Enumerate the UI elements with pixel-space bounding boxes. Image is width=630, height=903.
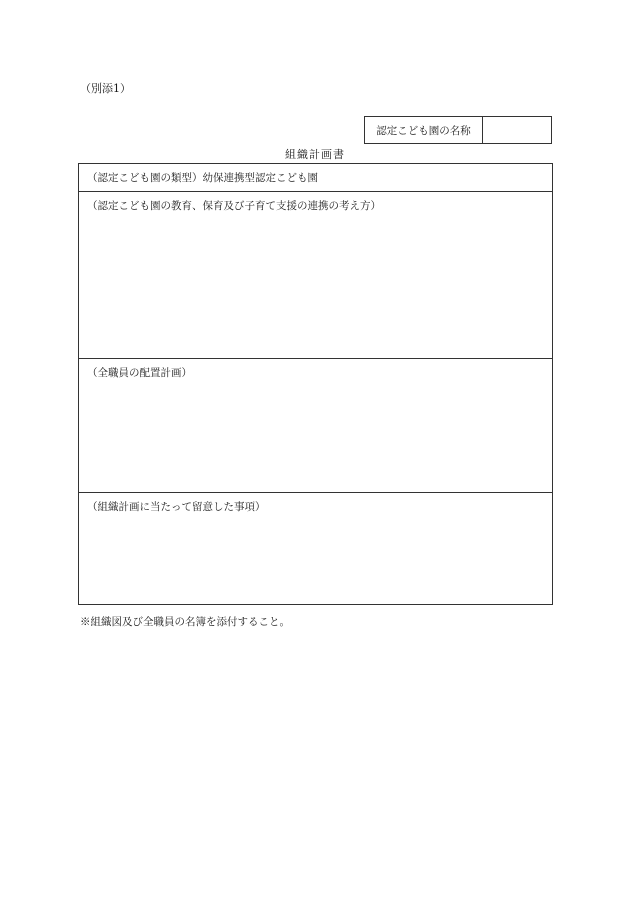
attachment-label: （別添1） <box>80 82 131 95</box>
facility-name-box <box>364 116 552 144</box>
facility-type-text: （認定こども園の類型）幼保連携型認定こども園 <box>87 172 318 184</box>
organization-plan-table <box>78 163 553 605</box>
policy-section[interactable] <box>79 192 552 359</box>
staffing-plan-section[interactable] <box>79 359 552 493</box>
facility-name-label: 認定こども園の名称 <box>365 117 483 143</box>
footnote: ※組織図及び全職員の名簿を添付すること。 <box>80 616 290 628</box>
considerations-heading: （組織計画に当たって留意した事項） <box>87 501 266 513</box>
considerations-section[interactable] <box>79 493 552 604</box>
document-title: 組織計画書 <box>285 148 345 161</box>
staffing-plan-heading: （全職員の配置計画） <box>87 367 192 379</box>
facility-name-field[interactable] <box>483 117 551 143</box>
policy-heading: （認定こども園の教育、保育及び子育て支援の連携の考え方） <box>87 200 381 212</box>
facility-type-row <box>79 164 552 192</box>
